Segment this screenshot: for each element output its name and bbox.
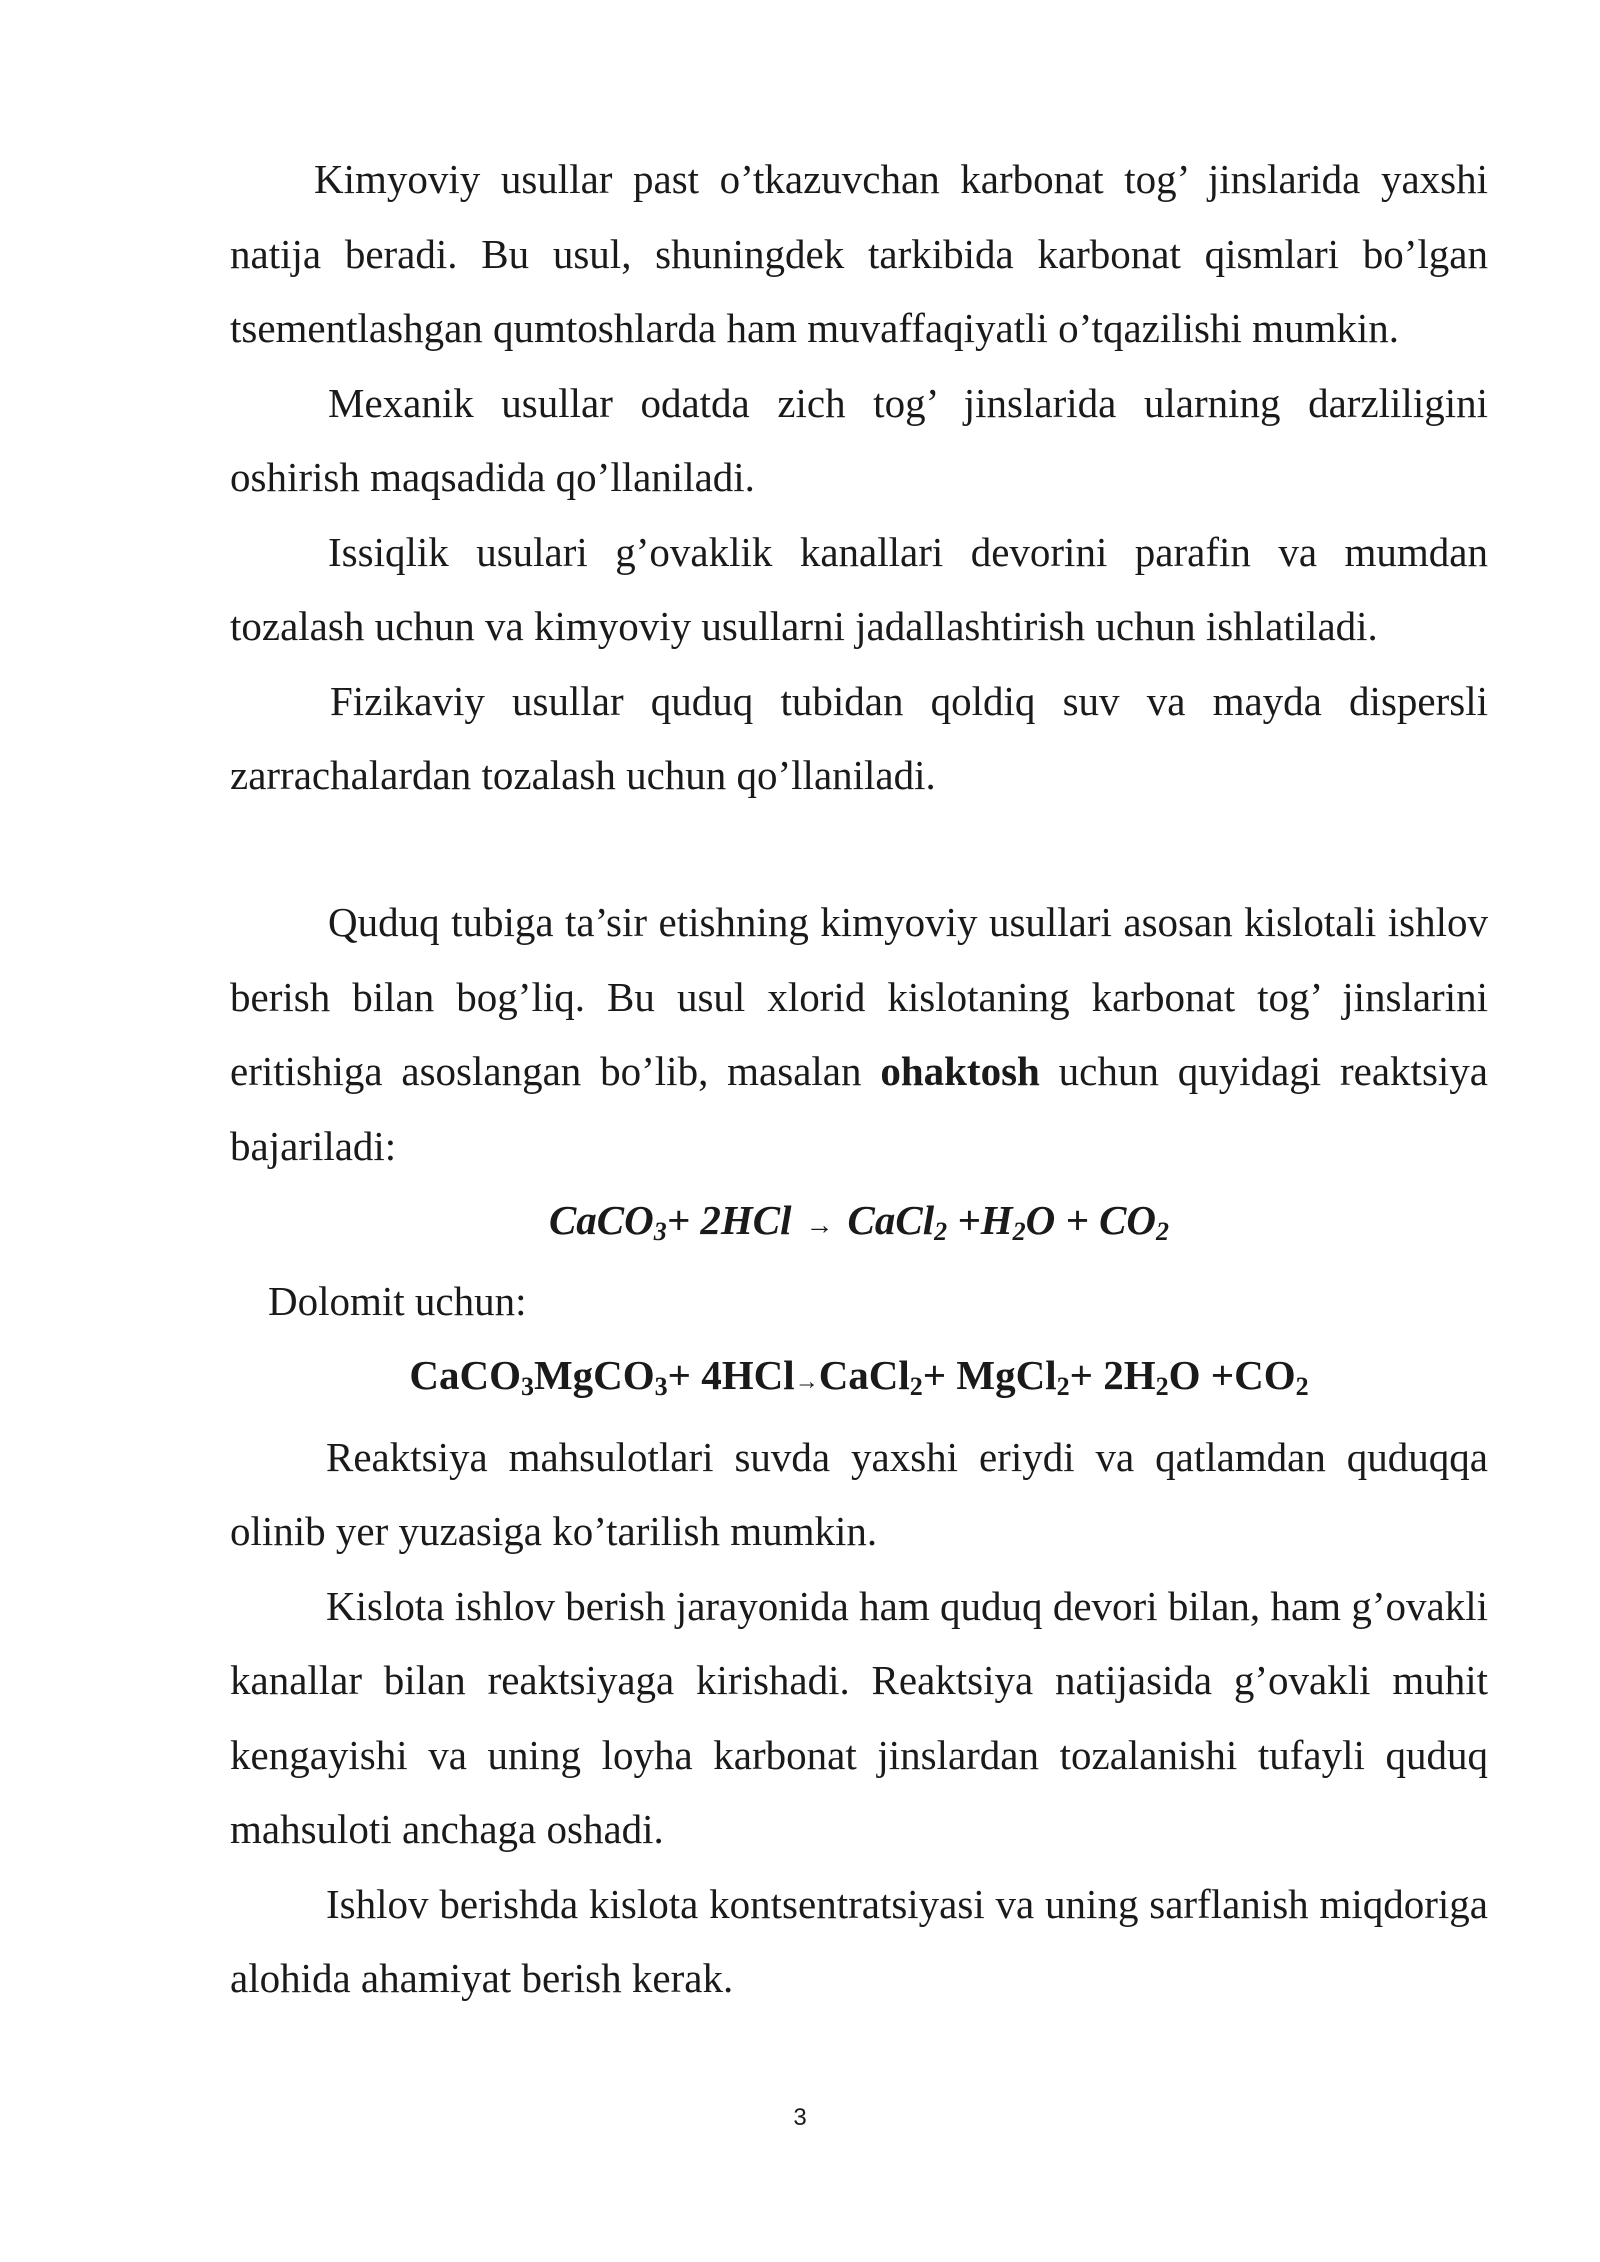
formula-part: +H <box>957 1197 1013 1243</box>
formula-part: + 2HCl <box>666 1197 792 1243</box>
formula-subscript: 3 <box>653 1217 667 1246</box>
paragraph-chemical-methods: Kimyoviy usullar past o’tkazuvchan karbonat tog’ jinslarida yaxshi natija beradi. Bu usul, shuningdek tarkibida karbonat qismlari bo’lgan tsementlashgan qumtoshlarda ham muvaffaqiyatli o’tqazilishi mumkin. <box>230 156 1488 351</box>
formula-subscript: 3 <box>520 1372 534 1401</box>
text-block-intro <box>230 142 1488 813</box>
formula-part: CaCl <box>818 1352 910 1398</box>
formula-part: CaCO <box>409 1352 521 1398</box>
formula-subscript: 2 <box>1012 1217 1026 1246</box>
formula-part: CaCO <box>548 1197 654 1243</box>
acid-text-bold-term: ohaktosh <box>880 1048 1040 1094</box>
formula-part: + MgCl <box>922 1352 1057 1398</box>
formula-subscript: 2 <box>1155 1372 1169 1401</box>
dolomite-label: Dolomit uchun: <box>268 1277 527 1324</box>
acid-text-before: Quduq tubiga ta’sir etishning kimyoviy usullari asosan kislotali ishlov berish bilan bog’liq. Bu usul xlorid kislotaning karbonat tog’ jinslarini eritishiga asoslangan bo’lib, masalan <box>230 899 1488 1094</box>
paragraph-acid-treatment <box>230 885 1488 1183</box>
formula-part: MgCO <box>533 1352 655 1398</box>
paragraph-reaction-products: Reaktsiya mahsulotlari suvda yaxshi eriydi va qatlamdan quduqqa olinib yer yuzasiga ko’tarilish mumkin. <box>230 1433 1488 1554</box>
formula-subscript: 2 <box>1156 1217 1170 1246</box>
page-number: 3 <box>793 2104 807 2131</box>
formula-subscript: 3 <box>654 1372 668 1401</box>
formula-subscript: 2 <box>909 1372 923 1401</box>
formula-subscript: 2 <box>1295 1372 1309 1401</box>
formula-subscript: 2 <box>1056 1372 1070 1401</box>
paragraph-physical-methods: Fizikaviy usullar quduq tubidan qoldiq suv va mayda dispersli zarrachalardan tozalash uchun qo’llaniladi. <box>230 677 1488 798</box>
formula-part: O + CO <box>1025 1197 1157 1243</box>
formula-part: + 2H <box>1069 1352 1156 1398</box>
reaction-arrow-icon: → <box>805 1210 834 1241</box>
formula-dolomite-reaction <box>230 1338 1488 1420</box>
text-block-acid-treatment <box>230 885 1488 2016</box>
paragraph-mechanical-methods: Mexanik usullar odatda zich tog’ jinslarida ularning darzliligini oshirish maqsadida qo’llaniladi. <box>230 379 1488 500</box>
formula-limestone-reaction <box>230 1183 1488 1264</box>
acid-text-after: uchun quyidagi reaktsiya bajariladi: <box>230 1048 1488 1169</box>
reaction-arrow-icon: → <box>794 1369 819 1395</box>
formula-part: O +CO <box>1168 1352 1296 1398</box>
paragraph-acid-concentration: Ishlov berishda kislota kontsentratsiyasi va uning sarflanish miqdoriga alohida ahamiyat berish kerak. <box>230 1880 1488 2001</box>
formula-subscript: 2 <box>934 1217 948 1246</box>
paragraph-acid-reaction-result: Kislota ishlov berish jarayonida ham quduq devori bilan, ham g’ovakli kanallar bilan reaktsiyaga kirishadi. Reaktsiya natijasida g’ovakli muhit kengayishi va uning loyha karbonat jinslardan tozalanishi tufayli quduq mahsuloti anchaga oshadi. <box>230 1582 1488 1852</box>
paragraph-thermal-methods: Issiqlik usulari g’ovaklik kanallari devorini parafin va mumdan tozalash uchun va kimyoviy usullarni jadallashtirish uchun ishlatiladi. <box>230 528 1488 649</box>
formula-part: + 4HCl <box>667 1352 795 1398</box>
formula-part: CaCl <box>847 1197 935 1243</box>
